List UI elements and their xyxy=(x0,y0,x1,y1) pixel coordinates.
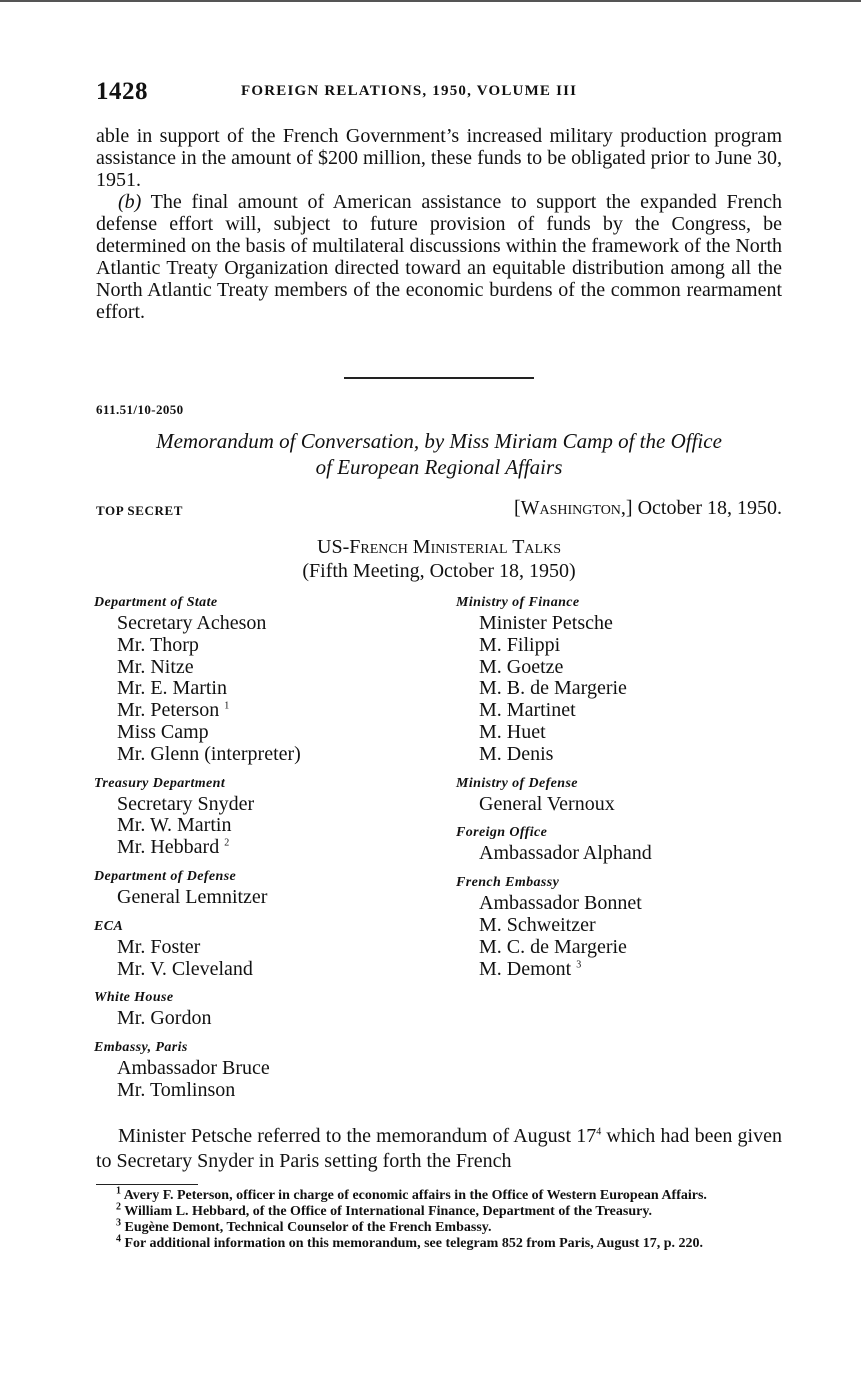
document-title-line-1: Memorandum of Conversation, by Miss Miriam Camp of the Office xyxy=(156,429,722,453)
participant-group xyxy=(456,823,786,865)
page-header xyxy=(96,78,782,108)
participant-name xyxy=(94,959,444,981)
footnote-ref: 1 xyxy=(224,700,230,712)
meeting-heading xyxy=(96,535,782,583)
document-title-line-2: of European Regional Affairs xyxy=(315,455,563,479)
participant-group xyxy=(456,873,786,980)
participant-group-label: Foreign Office xyxy=(456,825,548,841)
footnote-ref: 3 xyxy=(576,958,582,970)
footnote-ref: 2 xyxy=(224,837,230,849)
participant-group xyxy=(94,867,444,909)
participant-name-text: M. C. de Margerie xyxy=(479,935,627,958)
participant-name-text: General Vernoux xyxy=(479,792,615,815)
participant-name-text: Secretary Acheson xyxy=(117,612,267,634)
participant-name-text: M. Filippi xyxy=(479,633,561,656)
dateline xyxy=(514,497,782,520)
section-separator xyxy=(344,377,534,379)
participant-name-text: Miss Camp xyxy=(117,720,209,743)
file-number: 611.51/10-2050 xyxy=(96,402,184,417)
participant-name xyxy=(456,937,786,959)
participant-name-text: Mr. Tomlinson xyxy=(117,1078,236,1101)
participant-name xyxy=(456,722,786,744)
participant-name xyxy=(94,1058,444,1080)
participant-name xyxy=(94,635,444,657)
participant-group-label: Embassy, Paris xyxy=(94,1040,188,1056)
participant-name xyxy=(456,843,786,865)
participant-name xyxy=(456,794,786,816)
footnote xyxy=(96,1201,782,1220)
participant-group xyxy=(456,774,786,816)
participant-group-label: Ministry of Defense xyxy=(456,775,578,791)
participant-group-label: Department of State xyxy=(94,595,218,610)
participant-name-text: Mr. Thorp xyxy=(117,633,199,656)
participant-name-text: Mr. W. Martin xyxy=(117,814,232,837)
participant-name xyxy=(94,837,444,859)
participant-name xyxy=(94,937,444,959)
footnote-text: William L. Hebbard, of the Office of International Finance, Department of the Treasury. xyxy=(121,1204,653,1219)
footnote xyxy=(96,1185,782,1204)
footnote-number: 3 xyxy=(116,1217,121,1229)
participant-name-text: Mr. Nitze xyxy=(117,655,194,678)
participant-name xyxy=(456,893,786,915)
participant-group xyxy=(94,917,444,981)
top-border-rule xyxy=(0,0,861,2)
participant-name xyxy=(94,700,444,722)
participant-group xyxy=(94,988,444,1030)
footnotes xyxy=(96,1185,782,1252)
closing-text-start: Minister Petsche referred to the memorandum of August 17 xyxy=(118,1125,597,1147)
dateline-place: [Washington,] xyxy=(513,497,633,519)
participant-name-text: Mr. Gordon xyxy=(117,1007,212,1030)
participant-group-label: Department of Defense xyxy=(94,868,237,884)
participant-name xyxy=(94,678,444,700)
participant-name xyxy=(94,613,444,635)
participant-name xyxy=(456,613,786,635)
footnote-number: 1 xyxy=(116,1185,121,1197)
participant-name xyxy=(456,678,786,700)
participant-name xyxy=(456,744,786,766)
participant-group xyxy=(456,593,786,766)
participants-us-column xyxy=(94,593,444,1110)
participant-name xyxy=(456,657,786,679)
participant-name-text: Mr. V. Cleveland xyxy=(117,957,253,980)
participant-group xyxy=(94,1038,444,1102)
footnote-text: For additional information on this memorandum, see telegram 852 from Paris, August 17, p. 220. xyxy=(121,1236,704,1251)
participant-name-text: Ambassador Bonnet xyxy=(479,892,642,915)
participant-group-label: Treasury Department xyxy=(94,775,226,791)
participant-name-text: General Lemnitzer xyxy=(117,885,268,908)
participant-name xyxy=(94,657,444,679)
participant-name xyxy=(94,722,444,744)
paragraph-b xyxy=(96,191,782,323)
participant-name-text: M. Schweitzer xyxy=(479,913,596,936)
participant-name xyxy=(456,915,786,937)
footnote xyxy=(96,1217,782,1236)
participant-name-text: Ambassador Alphand xyxy=(479,842,652,865)
participant-name xyxy=(94,744,444,766)
footnote-number: 4 xyxy=(116,1233,121,1245)
participant-name xyxy=(456,959,786,981)
participant-name-text: Mr. Peterson xyxy=(117,699,220,722)
participant-name-text: Mr. Hebbard xyxy=(117,836,220,859)
participant-name-text: Mr. Glenn (interpreter) xyxy=(117,742,301,765)
participant-name xyxy=(456,700,786,722)
participant-name-text: Minister Petsche xyxy=(479,612,613,634)
participant-name-text: Mr. Foster xyxy=(117,935,201,958)
participant-group-label: White House xyxy=(94,990,174,1006)
meeting-title: US-French Ministerial Talks xyxy=(317,536,561,558)
paragraph-b-text: The final amount of American assistance to support the expanded French defense effort will, subject to future provision of funds by the Congress, be determined on the basis of multilateral discussions within the framework of the North Atlantic Treaty Organization directed toward an equitable distribution among all the North Atlantic Treaty members of the economic burdens of the common rearmament effort. xyxy=(96,191,782,323)
participant-group-label: Ministry of Finance xyxy=(456,595,580,610)
intro-paragraph: able in support of the French Government’s increased military production program assistance in the amount of $200 million, these funds to be obligated prior to June 30, 1951. xyxy=(96,125,782,191)
participant-name xyxy=(94,887,444,909)
participants-french-column xyxy=(456,593,786,988)
participant-name-text: M. Denis xyxy=(479,742,554,765)
participant-name-text: Mr. E. Martin xyxy=(117,677,227,700)
footnote xyxy=(96,1233,782,1252)
participant-group-label: French Embassy xyxy=(456,875,560,891)
meeting-subtitle: (Fifth Meeting, October 18, 1950) xyxy=(302,560,576,582)
footnote-text: Eugène Demont, Technical Counselor of the French Embassy. xyxy=(121,1220,492,1235)
participant-name xyxy=(94,794,444,816)
classification-marking: TOP SECRET xyxy=(96,503,184,518)
participant-name-text: M. B. de Margerie xyxy=(479,677,627,700)
paragraph-b-label: (b) xyxy=(118,191,142,213)
participant-group-label: ECA xyxy=(94,918,124,934)
participant-name-text: Ambassador Bruce xyxy=(117,1057,270,1080)
closing-text-end: which had been given to Secretary Snyder in Paris setting forth the French xyxy=(96,1125,782,1172)
participant-name xyxy=(94,1008,444,1030)
footnote-number: 2 xyxy=(116,1201,121,1213)
participant-name-text: M. Goetze xyxy=(479,655,564,678)
footnote-ref-4: 4 xyxy=(596,1126,602,1138)
footnote-text: Avery F. Peterson, officer in charge of economic affairs in the Office of Western European Affairs. xyxy=(121,1188,707,1203)
participant-group xyxy=(94,593,444,766)
participant-name-text: M. Martinet xyxy=(479,699,576,722)
participant-name-text: M. Demont xyxy=(479,957,572,980)
dateline-date: October 18, 1950. xyxy=(637,497,782,519)
document-title xyxy=(96,428,782,480)
participant-name xyxy=(94,815,444,837)
footnote-rule xyxy=(96,1184,198,1185)
participant-name xyxy=(94,1080,444,1102)
participant-name-text: M. Huet xyxy=(479,720,546,743)
participant-name xyxy=(456,635,786,657)
closing-paragraph xyxy=(96,1124,782,1174)
page-number: 1428 xyxy=(96,78,148,105)
running-head: FOREIGN RELATIONS, 1950, VOLUME III xyxy=(241,83,578,99)
participant-name-text: Secretary Snyder xyxy=(117,792,255,815)
participant-group xyxy=(94,774,444,859)
